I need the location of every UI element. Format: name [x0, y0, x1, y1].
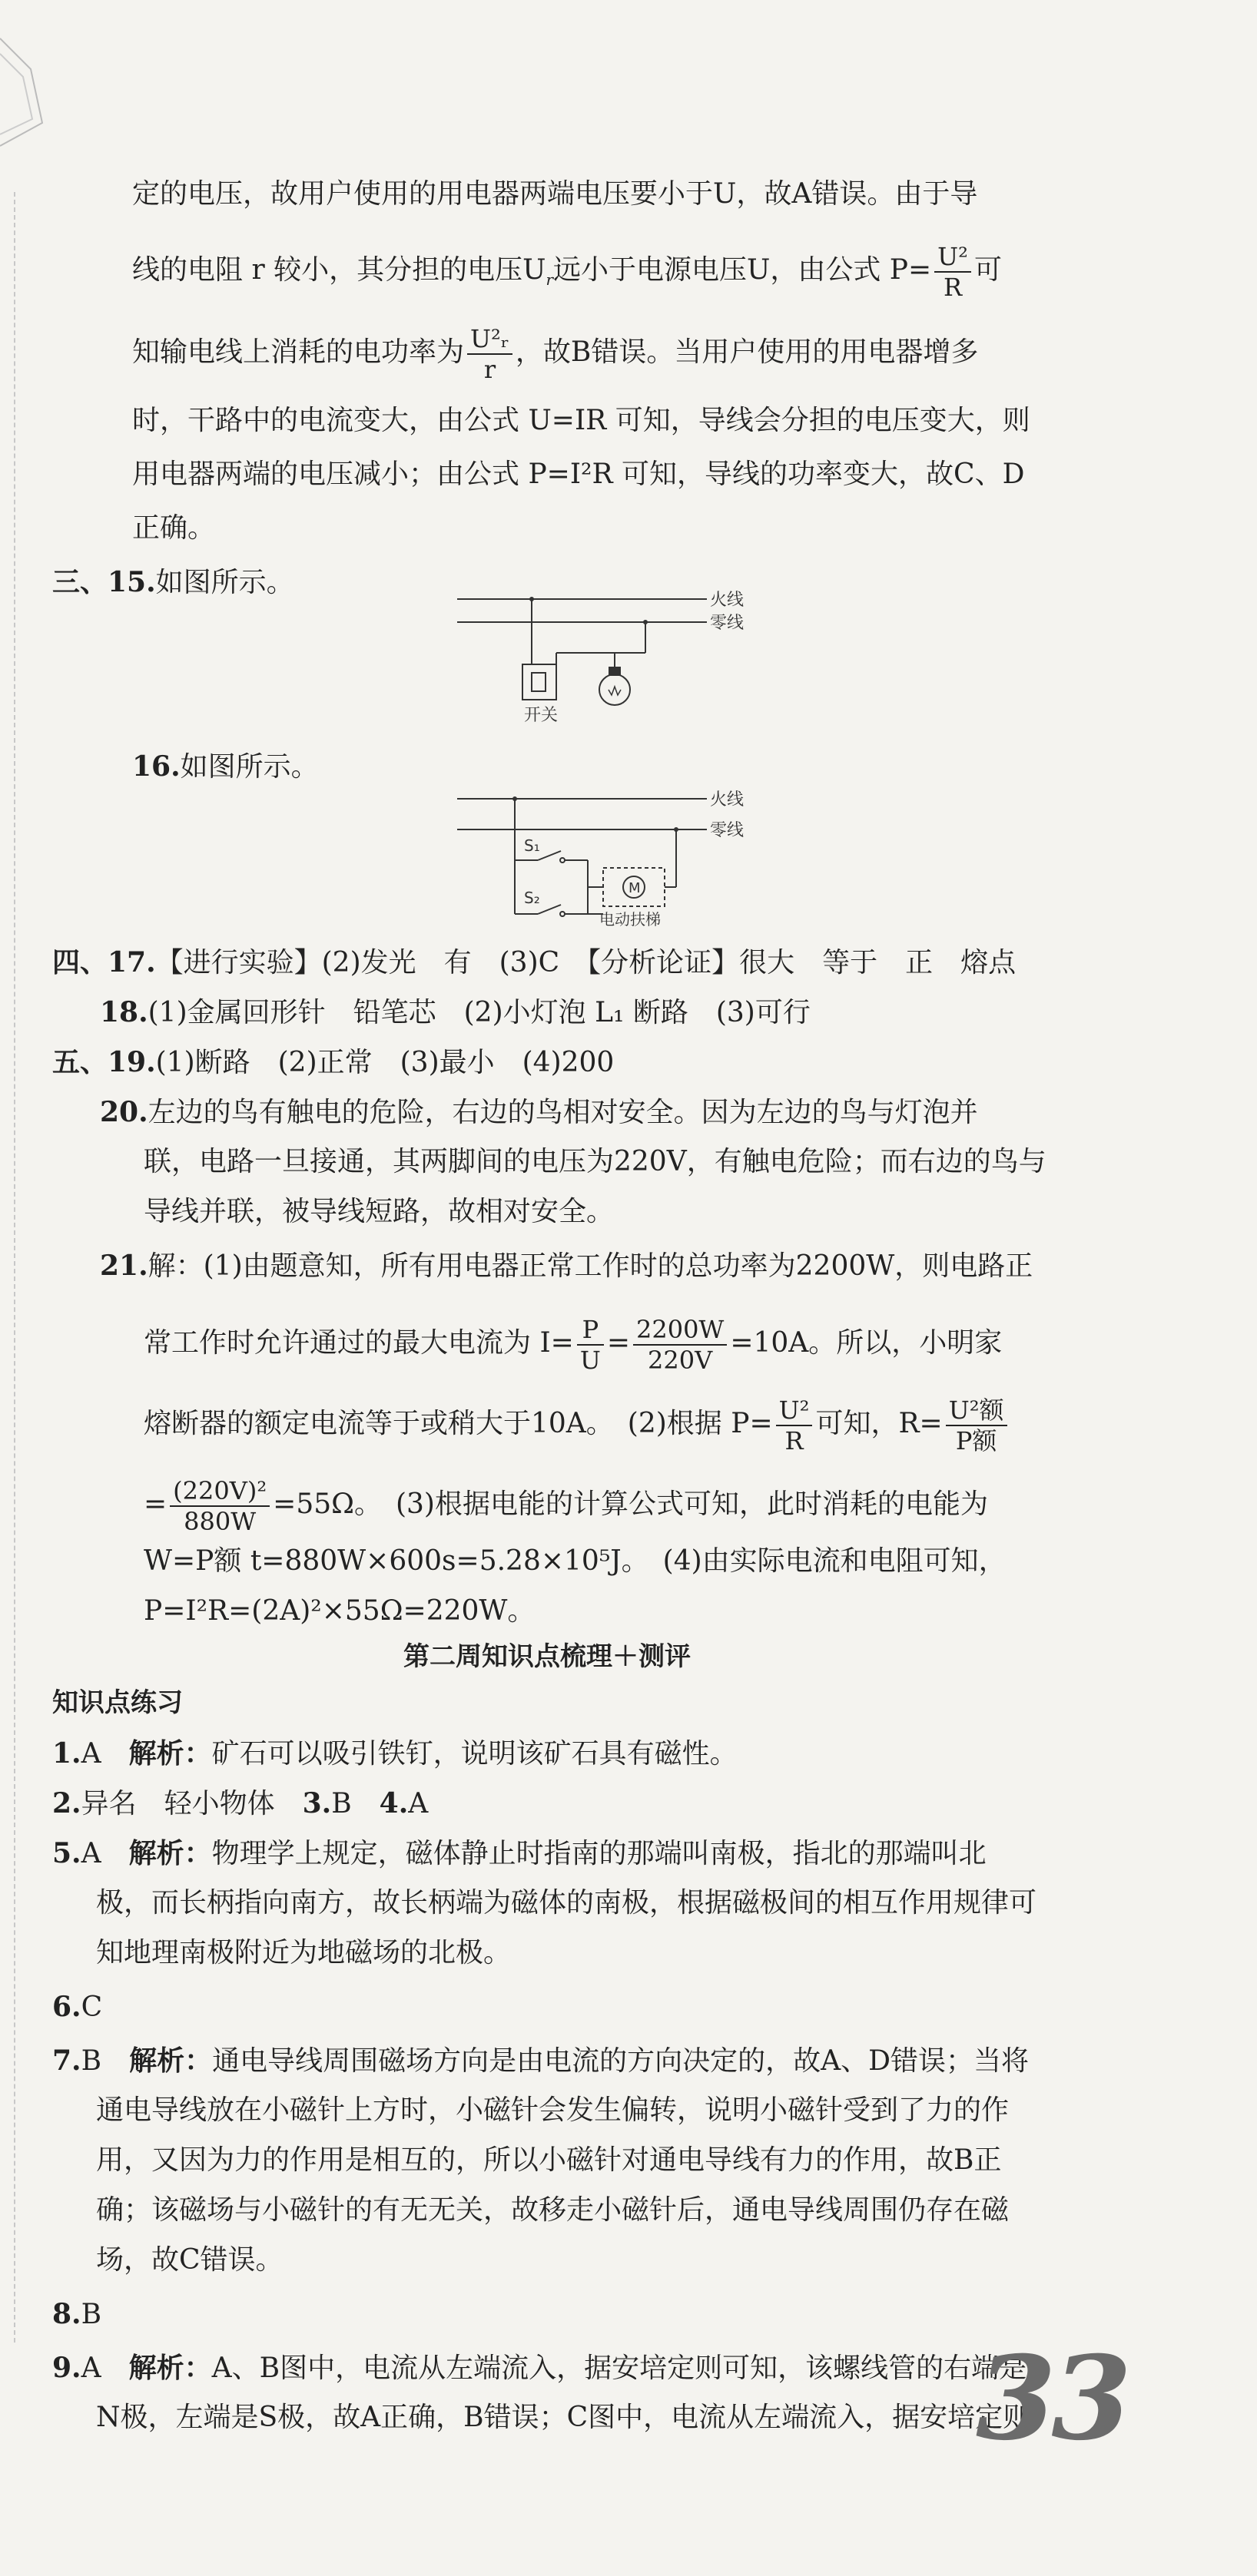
k9-number: 9. — [52, 2352, 81, 2384]
q20-number: 20. — [100, 1096, 148, 1128]
p1-line2-b: 远小于电源电压U，由公式 P= — [553, 254, 932, 286]
q21-l3-a: 熔断器的额定电流等于或稍大于10A。 (2)根据 P= — [144, 1408, 773, 1439]
q16-number: 16. — [132, 750, 181, 783]
k5-line1 — [52, 1839, 987, 1868]
q19-number: 五、19. — [52, 1046, 156, 1078]
q15-text: 如图所示。 — [155, 567, 294, 598]
k2-number: 2. — [52, 1787, 81, 1819]
q16 — [132, 750, 319, 783]
q18 — [100, 998, 811, 1027]
q16-s2-label: S₂ — [524, 889, 540, 907]
q21-l4-b: =55Ω。 (3)根据电能的计算公式可知，此时消耗的电能为 — [273, 1488, 988, 1520]
k1-number: 1. — [52, 1737, 81, 1770]
q20-line1 — [100, 1098, 978, 1127]
q21-line6: P=I²R=(2A)²×55Ω=220W。 — [144, 1595, 536, 1627]
k9-line1 — [52, 2354, 1026, 2382]
section-subtitle: 知识点练习 — [52, 1687, 183, 1718]
section-title: 第二周知识点梳理＋测评 — [403, 1641, 691, 1672]
k7-answer: B — [81, 2045, 130, 2077]
k8-answer: B — [81, 2299, 102, 2330]
k5-line2: 极，而长柄指向南方，故长柄端为磁体的南极，根据磁极间的相互作用规律可 — [96, 1887, 1037, 1919]
q20-line2: 联，电路一旦接通，其两脚间的电压为220V，有触电危险；而右边的鸟与 — [144, 1146, 1046, 1177]
q21-l3-b: 可知，R= — [815, 1408, 943, 1439]
svg-text:M: M — [628, 880, 641, 896]
k7-line4: 确；该磁场与小磁针的有无无关，故移走小磁针后，通电导线周围仍存在磁 — [96, 2194, 1010, 2226]
p1-line5: 用电器两端的电压减小；由公式 P=I²R 可知，导线的功率变大，故C、D — [132, 459, 1025, 490]
q21-line5: W=P额 t=880W×600s=5.28×10⁵J。 (4)由实际电流和电阻可知， — [144, 1545, 1007, 1577]
k5-text-1: 物理学上规定，磁体静止时指南的那端叫南极，指北的那端叫北 — [211, 1838, 987, 1869]
k1 — [52, 1737, 738, 1770]
formula-2200w-over-220v: $\frac{2200W}{220V}$ — [633, 1317, 727, 1372]
q16-zero-label: 零线 — [710, 821, 745, 840]
formula-p-over-u: $\frac{P}{U}$ — [577, 1317, 604, 1372]
q19-text: (1)断路 (2)正常 (3)最小 (4)200 — [155, 1047, 615, 1078]
q16-escalator-label: 电动扶梯 — [599, 910, 661, 929]
formula-u2-over-r-2: $\frac{\text{U²}}{R}$ — [776, 1398, 813, 1453]
q16-text: 如图所示。 — [180, 751, 319, 783]
p1-line2-c: 可 — [973, 254, 1002, 286]
k8-number: 8. — [52, 2298, 81, 2330]
q18-number: 18. — [100, 996, 148, 1028]
k5-answer: A — [81, 1838, 129, 1869]
q17 — [52, 946, 1017, 978]
formula-u2-over-r: $\frac{\text{U²}}{R}$ — [934, 244, 971, 300]
q15-zero-label: 零线 — [710, 614, 745, 633]
binding-margin-line — [14, 192, 15, 2343]
q16-circuit-diagram — [453, 783, 776, 929]
k4-number: 4. — [379, 1787, 409, 1819]
k7-line3: 用，又因为力的作用是相互的，所以小磁针对通电导线有力的作用，故B正 — [96, 2144, 1002, 2176]
q21-number: 21. — [100, 1250, 148, 1282]
q21-line3 — [144, 1398, 1010, 1453]
q21-line1 — [100, 1252, 1033, 1280]
lamp-bulb-icon — [599, 674, 630, 705]
formula-urated-over-prated: $\frac{\text{U²额}}{\text{P额}}$ — [946, 1398, 1007, 1453]
q19 — [52, 1048, 614, 1077]
q16-fire-label: 火线 — [710, 790, 745, 810]
k1-label: 解析： — [128, 1737, 212, 1770]
q21-l2-b: =10A。所以，小明家 — [730, 1327, 1003, 1359]
q15-number: 三、15. — [52, 566, 156, 598]
q21-line4 — [144, 1478, 988, 1534]
q15-switch-label: 开关 — [524, 706, 559, 725]
q17-text: 【进行实验】(2)发光 有 (3)C 【分析论证】很大 等于 正 熔点 — [155, 947, 1017, 978]
q20-text-1: 左边的鸟有触电的危险，右边的鸟相对安全。因为左边的鸟与灯泡并 — [148, 1097, 978, 1128]
p1-line3-b: ，故B错误。当用户使用的用电器增多 — [515, 336, 979, 368]
page-number: 33 — [976, 2331, 1127, 2466]
corner-stamp-icon — [0, 31, 54, 154]
p1-line2-a: 线的电阻 r 较小，其分担的电压U — [132, 254, 546, 286]
k7-line2: 通电导线放在小磁针上方时，小磁针会发生偏转，说明小磁针受到了力的作 — [96, 2094, 1010, 2126]
p1-line3-a: 知输电线上消耗的电功率为 — [132, 336, 465, 368]
formula-220v2-over-880w: $\frac{\text{(220V)²}}{880W}$ — [170, 1478, 270, 1534]
q21-l4-a: = — [144, 1488, 167, 1520]
p1-line4: 时，干路中的电流变大，由公式 U=IR 可知，导线会分担的电压变大，则 — [132, 405, 1030, 436]
k5-label: 解析： — [128, 1837, 212, 1869]
q15-fire-label: 火线 — [710, 591, 745, 610]
k2 — [52, 1787, 429, 1819]
k9-label: 解析： — [128, 2352, 212, 2384]
q15-switch-box — [522, 664, 556, 700]
k7-label: 解析： — [129, 2045, 213, 2077]
p1-line1: 定的电压，故用户使用的用电器两端电压要小于U，故A错误。由于导 — [132, 178, 978, 210]
k4-answer: A — [408, 1788, 429, 1819]
k9-text-1: A、B图中，电流从左端流入，据安培定则可知，该螺线管的右端是 — [211, 2353, 1027, 2384]
k5-number: 5. — [52, 1837, 81, 1869]
k1-body: 矿石可以吸引铁钉，说明该矿石具有磁性。 — [211, 1738, 738, 1770]
q21-line2 — [144, 1315, 1003, 1375]
q21-l2-a: 常工作时允许通过的最大电流为 I= — [144, 1327, 574, 1359]
k7-line1 — [52, 2047, 1029, 2075]
k6-answer: C — [81, 1992, 103, 2023]
k6 — [52, 1993, 102, 2021]
k6-number: 6. — [52, 1991, 81, 2023]
p1-line2: 线的电阻 r 较小，其分担的电压$U_r$远小于电源电压U，由公式 P= $\frac{\text{U²}}{R}$ 可 — [132, 242, 1002, 302]
q21-l2-eq: = — [606, 1327, 630, 1359]
q18-text: (1)金属回形针 铅笔芯 (2)小灯泡 L₁ 断路 (3)可行 — [148, 997, 811, 1028]
k9-line2: N极，左端是S极，故A正确，B错误；C图中，电流从左端流入，据安培定则 — [96, 2402, 1031, 2433]
q16-s1-label: S₁ — [524, 836, 540, 855]
q21-text-1: 解：(1)由题意知，所有用电器正常工作时的总功率为2200W，则电路正 — [148, 1250, 1033, 1282]
q20-line3: 导线并联，被导线短路，故相对安全。 — [144, 1196, 615, 1227]
k3-number: 3. — [302, 1787, 332, 1819]
formula-ur2-over-r: $\frac{\text{U²ᵣ}}{r}$ — [467, 326, 512, 382]
k7-text-1: 通电导线周围磁场方向是由电流的方向决定的，故A、D错误；当将 — [212, 2045, 1029, 2077]
k5-line3: 知地理南极附近为地磁场的北极。 — [96, 1937, 512, 1968]
p1-line3 — [132, 326, 978, 382]
q15-circuit-diagram — [453, 584, 776, 737]
k1-answer: A — [81, 1738, 129, 1770]
p1-line6: 正确。 — [132, 512, 216, 544]
k7-number: 7. — [52, 2045, 81, 2077]
k7-line5: 场，故C错误。 — [96, 2244, 284, 2276]
q15 — [52, 568, 294, 597]
k2-answer: 异名 轻小物体 — [81, 1788, 303, 1819]
k8 — [52, 2300, 101, 2329]
k9-answer: A — [81, 2353, 129, 2384]
k3-answer: B — [331, 1788, 380, 1819]
q17-number: 四、17. — [52, 946, 156, 978]
